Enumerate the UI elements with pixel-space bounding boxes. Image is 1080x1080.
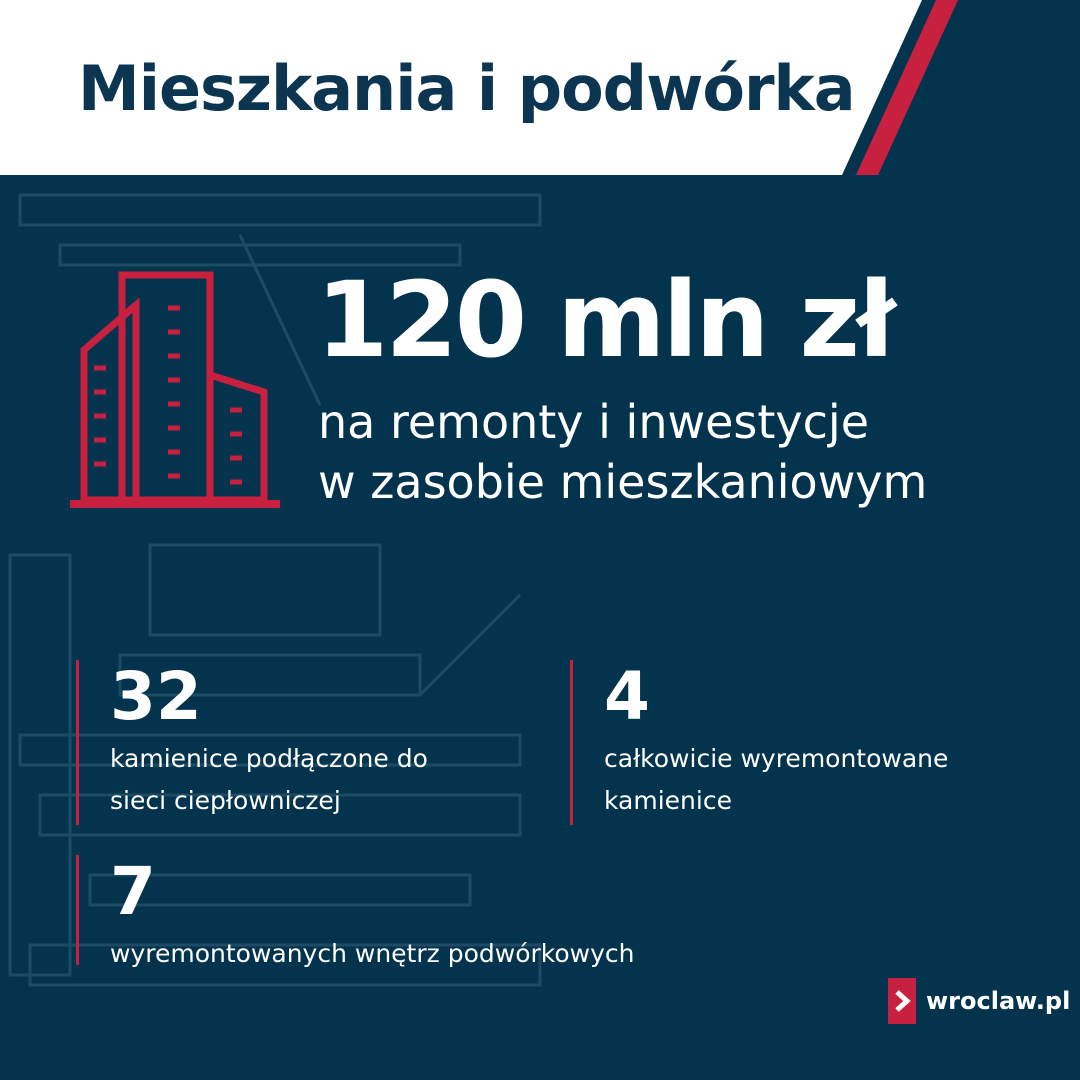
headline-line-1: na remonty i inwestycje	[318, 395, 870, 449]
headline-line-2: w zasobie mieszkaniowym	[318, 455, 928, 509]
stat-number: 4	[604, 658, 650, 735]
building-icon	[70, 270, 280, 515]
stat-desc-line-2: sieci ciepłowniczej	[110, 786, 341, 815]
wroclaw-logo[interactable]	[888, 978, 1070, 1024]
stat-description	[604, 738, 948, 822]
stat-desc-line-1: kamienice podłączone do	[110, 744, 428, 773]
stat-desc-line-1: całkowicie wyremontowane	[604, 744, 949, 773]
stat-accent-bar	[76, 855, 79, 965]
stat-desc-line-1: wyremontowanych wnętrz podwórkowych	[110, 939, 635, 968]
stat-accent-bar	[76, 660, 79, 825]
stat-accent-bar	[570, 660, 573, 825]
chevron-right-icon	[888, 978, 916, 1024]
stat-number: 7	[110, 853, 156, 930]
stat-number: 32	[110, 658, 202, 735]
stat-description	[110, 933, 634, 975]
stat-desc-line-2: kamienice	[604, 786, 732, 815]
headline-description	[318, 392, 927, 512]
logo-text: wroclaw.pl	[926, 987, 1071, 1015]
stat-description	[110, 738, 428, 822]
headline-amount: 120 mln zł	[316, 259, 893, 381]
page-title: Mieszkania i podwórka	[78, 52, 855, 125]
